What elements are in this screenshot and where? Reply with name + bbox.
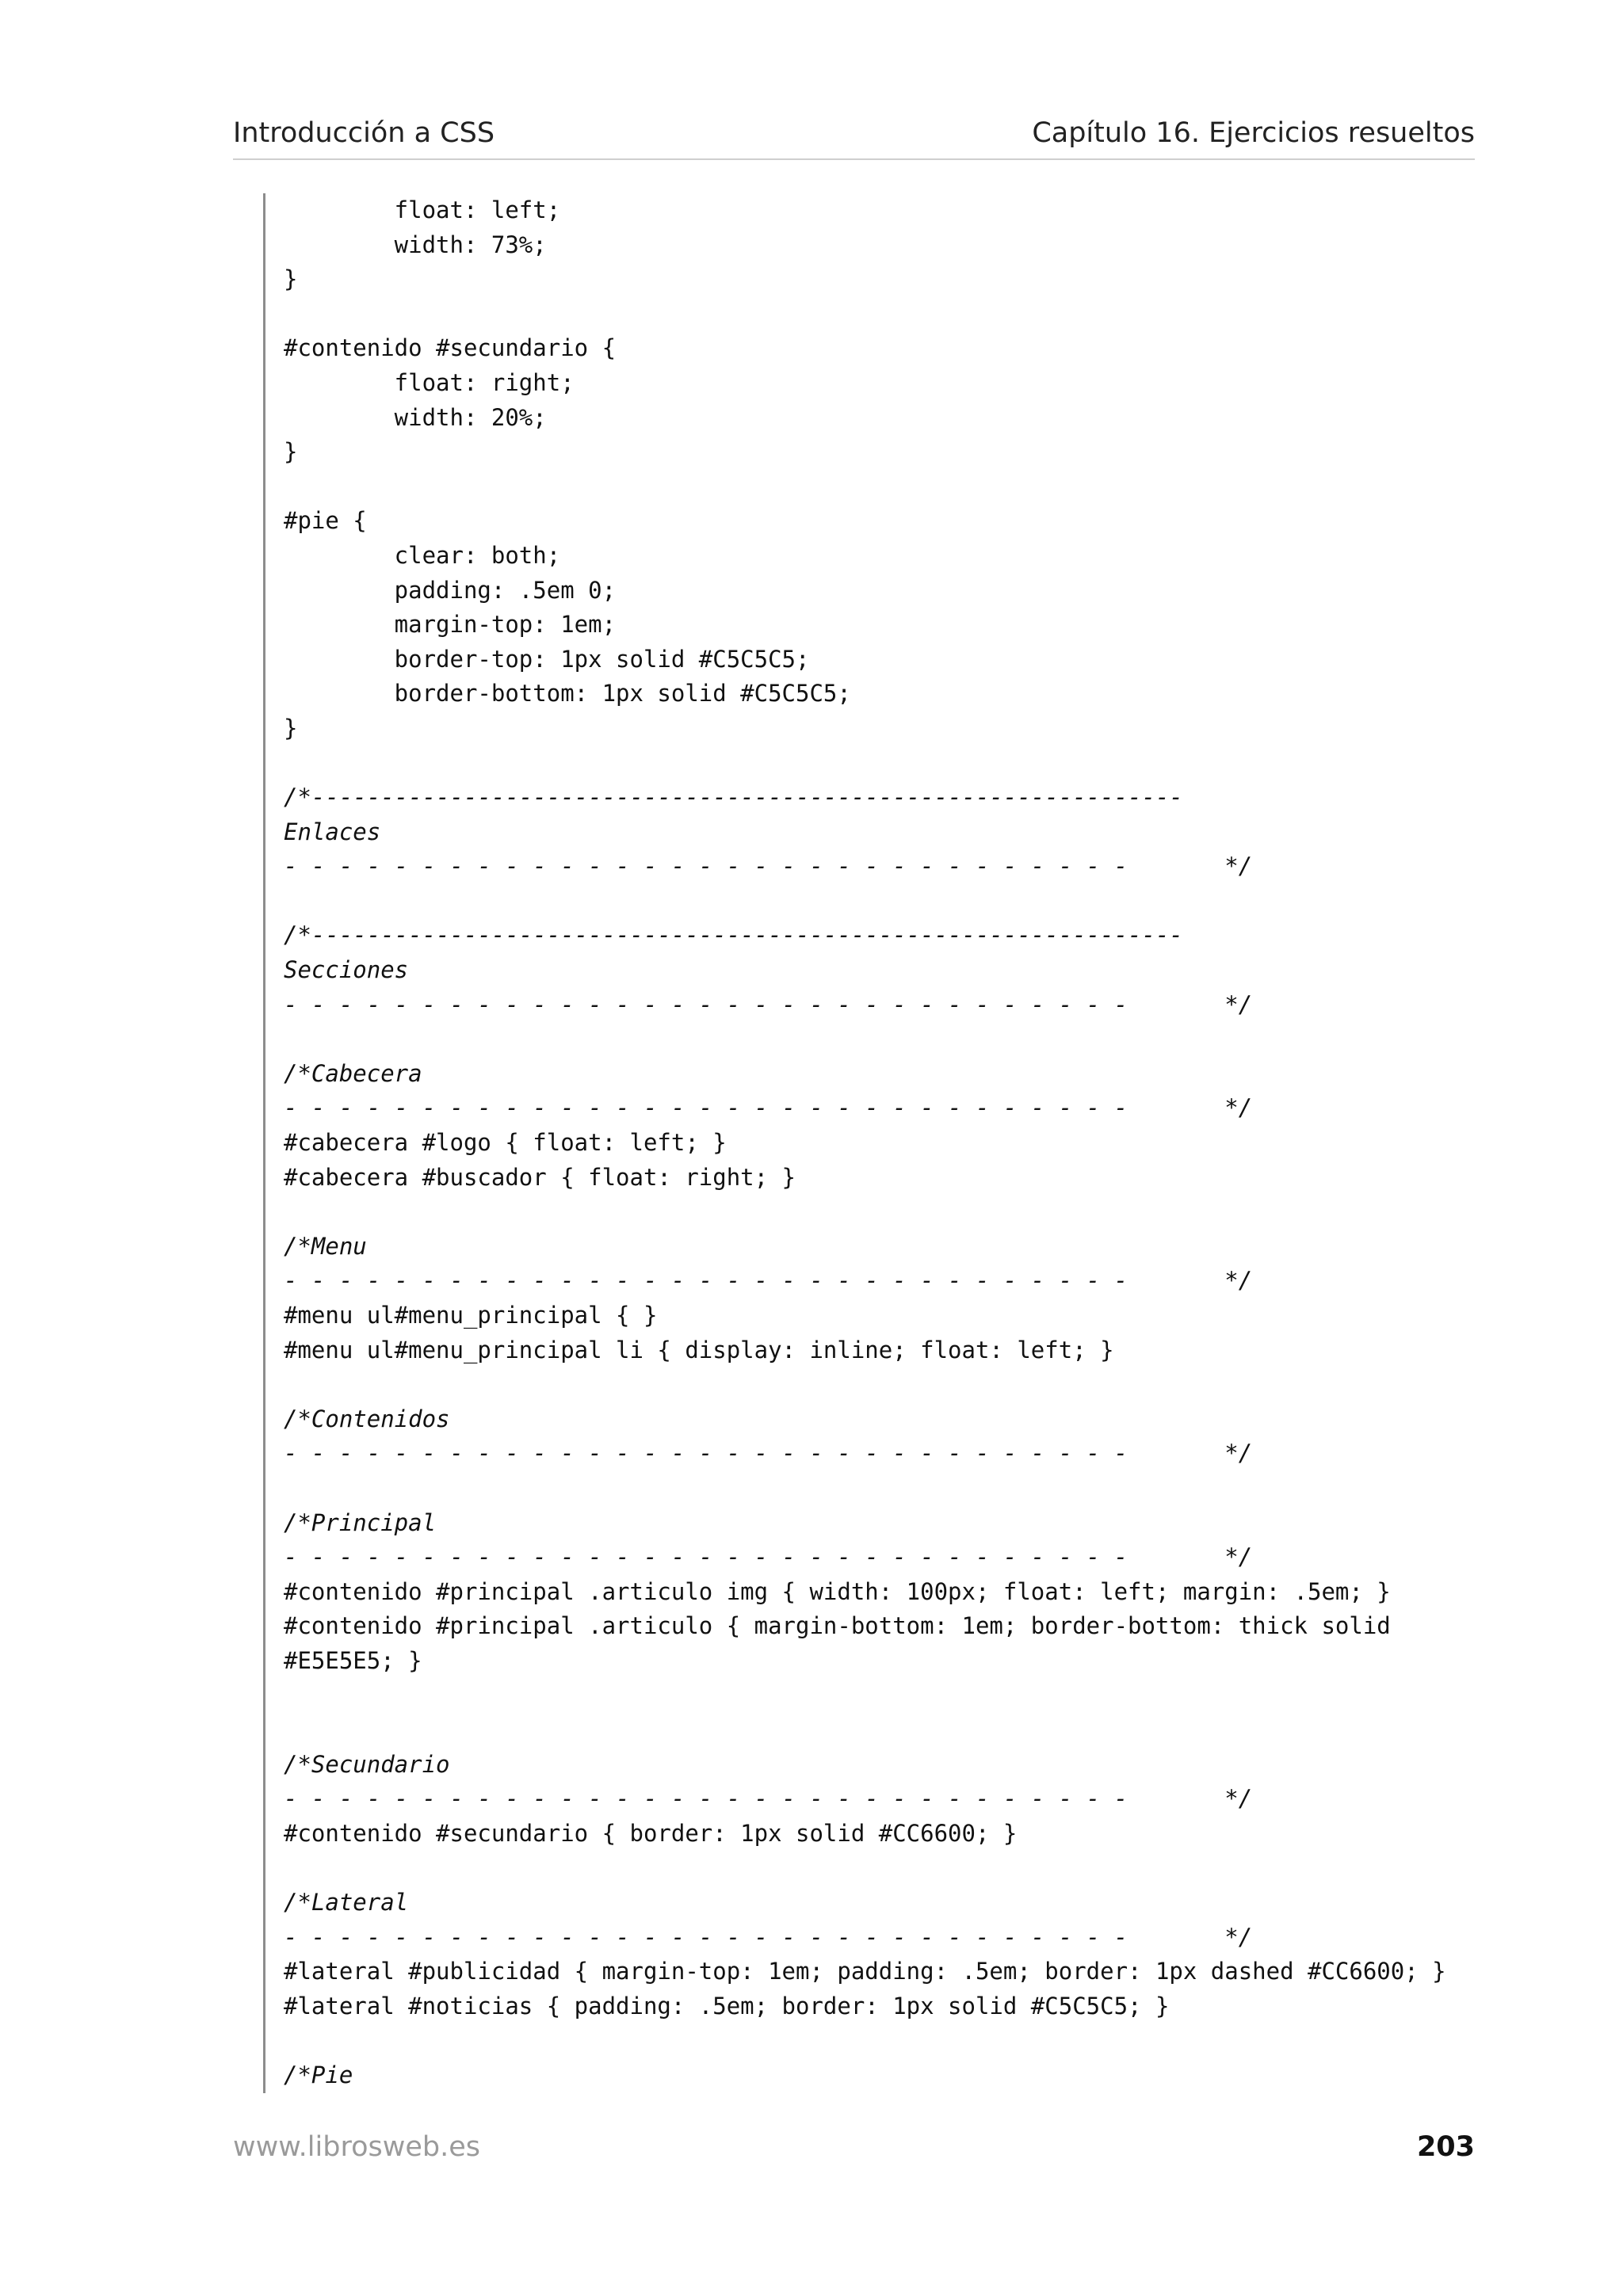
code-line: #menu ul#menu_principal { } — [284, 1302, 658, 1329]
code-line: - - - - - - - - - - - - - - - - - - - - - - - - - - - - - - - */ — [284, 1440, 1253, 1467]
code-line: clear: both; — [284, 541, 561, 569]
code-line — [284, 1022, 1446, 1057]
code-line: Secciones — [284, 956, 409, 984]
code-line: - - - - - - - - - - - - - - - - - - - - - - - - - - - - - - - */ — [284, 1094, 1253, 1122]
code-line: #contenido #secundario { — [284, 334, 617, 362]
code-line: - - - - - - - - - - - - - - - - - - - - - - - - - - - - - - - */ — [284, 990, 1253, 1018]
code-line: #lateral #noticias { padding: .5em; border: 1px solid #C5C5C5; } — [284, 1992, 1170, 2019]
page-footer — [233, 2131, 1475, 2171]
code-line — [284, 297, 1446, 332]
code-line — [284, 1852, 1446, 1886]
code-line — [284, 1679, 1446, 1714]
page-header — [233, 117, 1475, 160]
code-line: } — [284, 265, 298, 293]
code-line: border-top: 1px solid #C5C5C5; — [284, 645, 810, 673]
chapter-title: Capítulo 16. Ejercicios resueltos — [1032, 117, 1475, 149]
code-line: float: left; — [284, 196, 561, 223]
code-line — [284, 884, 1446, 919]
code-line: Enlaces — [284, 818, 381, 845]
code-line: #cabecera #logo { float: left; } — [284, 1129, 727, 1157]
code-line: #lateral #publicidad { margin-top: 1em; padding: .5em; border: 1px dashed #CC6600; } — [284, 1958, 1446, 1985]
code-line: /*--------------------------------------------------------------- — [284, 784, 1183, 811]
code-line: - - - - - - - - - - - - - - - - - - - - - - - - - - - - - - - */ — [284, 1267, 1253, 1295]
code-line — [284, 746, 1446, 781]
code-listing — [284, 193, 1446, 2093]
code-line — [284, 1713, 1446, 1748]
code-line: #contenido #principal .articulo { margin-bottom: 1em; border-bottom: thick solid — [284, 1612, 1391, 1640]
page-number: 203 — [1416, 2131, 1475, 2163]
code-line: float: right; — [284, 368, 575, 396]
code-line: } — [284, 714, 298, 742]
code-line: - - - - - - - - - - - - - - - - - - - - - - - - - - - - - - - */ — [284, 852, 1253, 880]
code-line: /*Secundario — [284, 1750, 450, 1778]
code-line: - - - - - - - - - - - - - - - - - - - - - - - - - - - - - - - */ — [284, 1785, 1253, 1813]
code-line: width: 20%; — [284, 403, 547, 431]
code-line: /*Lateral — [284, 1889, 409, 1917]
code-line: /*Contenidos — [284, 1405, 450, 1432]
book-title: Introducción a CSS — [233, 117, 495, 149]
code-line: #contenido #principal .articulo img { width: 100px; float: left; margin: .5em; } — [284, 1577, 1391, 1605]
code-line — [284, 1367, 1446, 1402]
code-line: width: 73%; — [284, 231, 547, 258]
code-line: margin-top: 1em; — [284, 611, 617, 639]
code-line: /*Principal — [284, 1508, 437, 1536]
code-line — [284, 2023, 1446, 2058]
code-line: #pie { — [284, 507, 367, 535]
code-line: - - - - - - - - - - - - - - - - - - - - - - - - - - - - - - - */ — [284, 1543, 1253, 1571]
code-block — [263, 193, 1502, 2093]
code-line: } — [284, 438, 298, 466]
code-line: /*--------------------------------------------------------------- — [284, 921, 1183, 949]
code-line: /*Pie — [284, 2061, 353, 2089]
code-line: #contenido #secundario { border: 1px solid #CC6600; } — [284, 1819, 1018, 1847]
code-line: /*Cabecera — [284, 1059, 422, 1087]
website-link[interactable]: www.librosweb.es — [233, 2131, 480, 2163]
code-line: #E5E5E5; } — [284, 1646, 422, 1674]
code-line: /*Menu — [284, 1232, 367, 1260]
code-line: #menu ul#menu_principal li { display: inline; float: left; } — [284, 1336, 1114, 1363]
code-line: #cabecera #buscador { float: right; } — [284, 1163, 796, 1191]
code-line: padding: .5em 0; — [284, 576, 617, 604]
code-line — [284, 1195, 1446, 1230]
code-line: - - - - - - - - - - - - - - - - - - - - - - - - - - - - - - - */ — [284, 1923, 1253, 1951]
code-line: border-bottom: 1px solid #C5C5C5; — [284, 680, 851, 707]
code-line — [284, 470, 1446, 505]
code-line — [284, 1471, 1446, 1506]
